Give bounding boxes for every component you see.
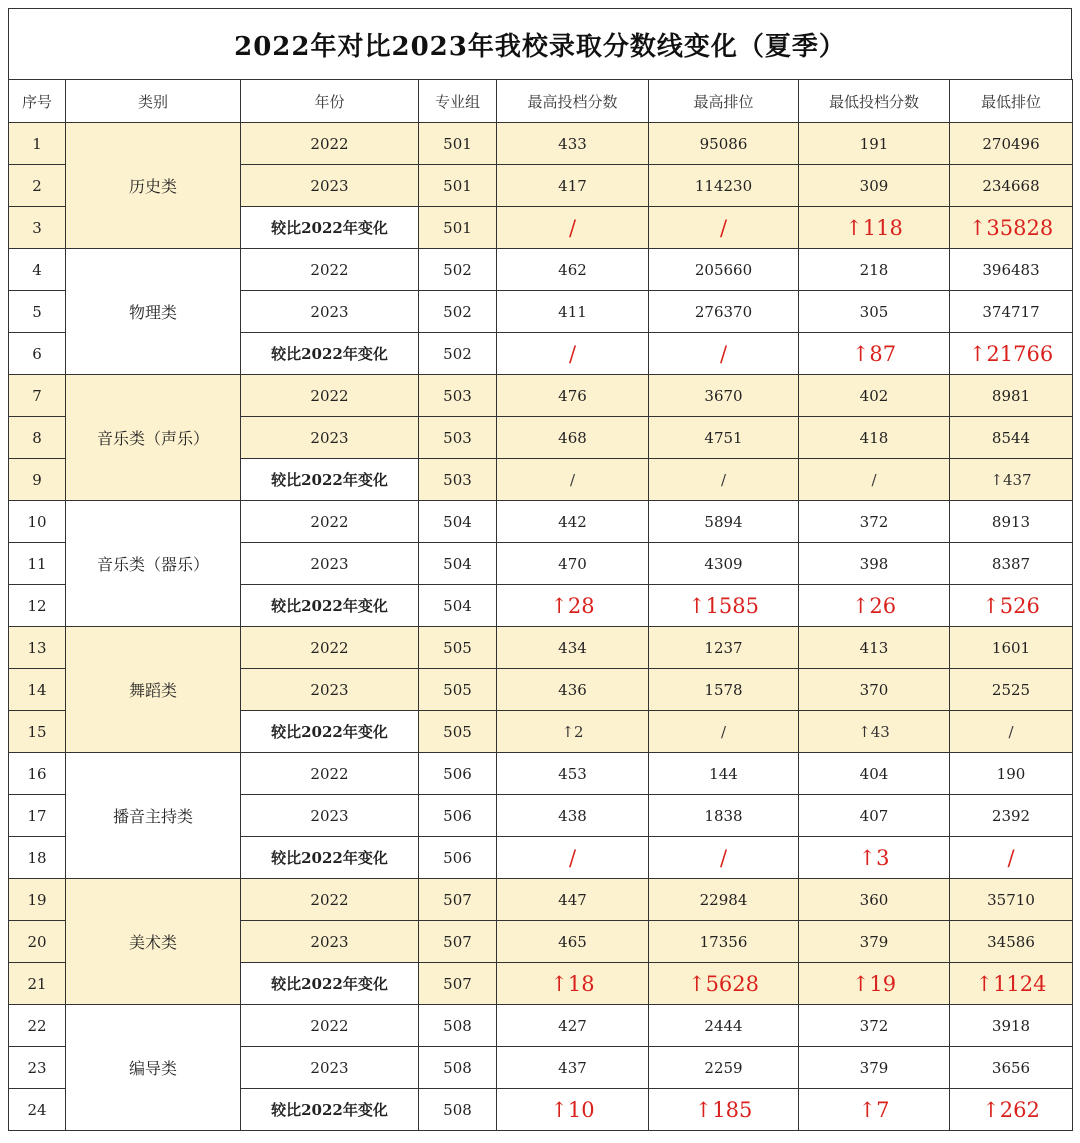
min-rank-cell: ↑526 xyxy=(950,585,1073,627)
group-cell: 502 xyxy=(419,333,497,375)
max-score-cell: 453 xyxy=(497,753,649,795)
max-score-cell: / xyxy=(497,207,649,249)
year-cell: 2023 xyxy=(241,921,419,963)
row-number-cell: 1 xyxy=(9,123,66,165)
header-no: 序号 xyxy=(9,80,66,123)
min-score-cell: 407 xyxy=(799,795,950,837)
group-cell: 501 xyxy=(419,123,497,165)
category-cell: 历史类 xyxy=(66,123,241,249)
group-cell: 505 xyxy=(419,669,497,711)
table-row xyxy=(9,123,1073,165)
row-number-cell: 5 xyxy=(9,291,66,333)
group-cell: 504 xyxy=(419,543,497,585)
group-cell: 507 xyxy=(419,879,497,921)
max-rank-cell: 2259 xyxy=(649,1047,799,1089)
category-cell: 音乐类（器乐） xyxy=(66,501,241,627)
max-score-cell: / xyxy=(497,837,649,879)
table-row xyxy=(9,375,1073,417)
table-row xyxy=(9,753,1073,795)
header-year: 年份 xyxy=(241,80,419,123)
header-min-score: 最低投档分数 xyxy=(799,80,950,123)
page-title: 2022年对比2023年我校录取分数线变化（夏季） xyxy=(8,8,1072,79)
max-rank-cell: 4751 xyxy=(649,417,799,459)
row-number-cell: 15 xyxy=(9,711,66,753)
max-score-cell: 462 xyxy=(497,249,649,291)
min-rank-cell: 8913 xyxy=(950,501,1073,543)
row-number-cell: 13 xyxy=(9,627,66,669)
category-cell: 舞蹈类 xyxy=(66,627,241,753)
year-cell: 2023 xyxy=(241,1047,419,1089)
score-table xyxy=(8,79,1073,1131)
min-rank-cell: 3656 xyxy=(950,1047,1073,1089)
min-rank-cell: 2525 xyxy=(950,669,1073,711)
row-number-cell: 22 xyxy=(9,1005,66,1047)
row-number-cell: 20 xyxy=(9,921,66,963)
row-number-cell: 10 xyxy=(9,501,66,543)
min-rank-cell: 8387 xyxy=(950,543,1073,585)
row-number-cell: 17 xyxy=(9,795,66,837)
max-score-cell: 417 xyxy=(497,165,649,207)
min-rank-cell: 8981 xyxy=(950,375,1073,417)
category-cell: 播音主持类 xyxy=(66,753,241,879)
min-rank-cell: ↑21766 xyxy=(950,333,1073,375)
max-rank-cell: ↑1585 xyxy=(649,585,799,627)
min-rank-cell: ↑262 xyxy=(950,1089,1073,1131)
category-cell: 美术类 xyxy=(66,879,241,1005)
max-rank-cell: 1237 xyxy=(649,627,799,669)
max-rank-cell: 95086 xyxy=(649,123,799,165)
row-number-cell: 3 xyxy=(9,207,66,249)
year-cell: 2022 xyxy=(241,501,419,543)
min-rank-cell: 396483 xyxy=(950,249,1073,291)
min-rank-cell: 8544 xyxy=(950,417,1073,459)
max-score-cell: 427 xyxy=(497,1005,649,1047)
comparison-label-cell: 较比2022年变化 xyxy=(241,585,419,627)
comparison-label-cell: 较比2022年变化 xyxy=(241,963,419,1005)
max-score-cell: ↑18 xyxy=(497,963,649,1005)
min-score-cell: 413 xyxy=(799,627,950,669)
year-cell: 2022 xyxy=(241,123,419,165)
min-rank-cell: 2392 xyxy=(950,795,1073,837)
max-score-cell: / xyxy=(497,459,649,501)
header-group: 专业组 xyxy=(419,80,497,123)
min-score-cell: ↑43 xyxy=(799,711,950,753)
group-cell: 502 xyxy=(419,291,497,333)
max-rank-cell: 276370 xyxy=(649,291,799,333)
min-rank-cell: 374717 xyxy=(950,291,1073,333)
row-number-cell: 7 xyxy=(9,375,66,417)
max-rank-cell: 205660 xyxy=(649,249,799,291)
max-score-cell: ↑2 xyxy=(497,711,649,753)
category-cell: 音乐类（声乐） xyxy=(66,375,241,501)
table-body xyxy=(9,123,1073,1131)
row-number-cell: 6 xyxy=(9,333,66,375)
min-score-cell: 398 xyxy=(799,543,950,585)
max-rank-cell: ↑5628 xyxy=(649,963,799,1005)
group-cell: 501 xyxy=(419,207,497,249)
max-score-cell: 434 xyxy=(497,627,649,669)
comparison-label-cell: 较比2022年变化 xyxy=(241,711,419,753)
year-cell: 2022 xyxy=(241,249,419,291)
max-rank-cell: 5894 xyxy=(649,501,799,543)
max-score-cell: 433 xyxy=(497,123,649,165)
year-cell: 2023 xyxy=(241,795,419,837)
header-max-rank: 最高排位 xyxy=(649,80,799,123)
header-category: 类别 xyxy=(66,80,241,123)
min-score-cell: 305 xyxy=(799,291,950,333)
group-cell: 504 xyxy=(419,585,497,627)
row-number-cell: 21 xyxy=(9,963,66,1005)
max-score-cell: 438 xyxy=(497,795,649,837)
min-score-cell: 191 xyxy=(799,123,950,165)
group-cell: 502 xyxy=(419,249,497,291)
comparison-label-cell: 较比2022年变化 xyxy=(241,1089,419,1131)
max-score-cell: ↑28 xyxy=(497,585,649,627)
year-cell: 2022 xyxy=(241,375,419,417)
max-score-cell: 468 xyxy=(497,417,649,459)
table-header-row xyxy=(9,80,1073,123)
min-rank-cell: 270496 xyxy=(950,123,1073,165)
year-cell: 2023 xyxy=(241,165,419,207)
year-cell: 2023 xyxy=(241,543,419,585)
group-cell: 506 xyxy=(419,795,497,837)
max-score-cell: 442 xyxy=(497,501,649,543)
max-rank-cell: 4309 xyxy=(649,543,799,585)
min-rank-cell: ↑1124 xyxy=(950,963,1073,1005)
max-score-cell: / xyxy=(497,333,649,375)
max-rank-cell: ↑185 xyxy=(649,1089,799,1131)
min-score-cell: / xyxy=(799,459,950,501)
group-cell: 508 xyxy=(419,1005,497,1047)
min-score-cell: 379 xyxy=(799,921,950,963)
row-number-cell: 11 xyxy=(9,543,66,585)
table-row xyxy=(9,249,1073,291)
group-cell: 506 xyxy=(419,753,497,795)
row-number-cell: 2 xyxy=(9,165,66,207)
max-rank-cell: 22984 xyxy=(649,879,799,921)
comparison-label-cell: 较比2022年变化 xyxy=(241,837,419,879)
year-cell: 2022 xyxy=(241,627,419,669)
max-rank-cell: 1578 xyxy=(649,669,799,711)
min-score-cell: 404 xyxy=(799,753,950,795)
year-cell: 2022 xyxy=(241,1005,419,1047)
max-rank-cell: 1838 xyxy=(649,795,799,837)
row-number-cell: 24 xyxy=(9,1089,66,1131)
group-cell: 506 xyxy=(419,837,497,879)
max-score-cell: 437 xyxy=(497,1047,649,1089)
min-score-cell: 309 xyxy=(799,165,950,207)
year-cell: 2023 xyxy=(241,417,419,459)
header-min-rank: 最低排位 xyxy=(950,80,1073,123)
max-rank-cell: / xyxy=(649,837,799,879)
max-rank-cell: 114230 xyxy=(649,165,799,207)
max-score-cell: 411 xyxy=(497,291,649,333)
min-score-cell: 379 xyxy=(799,1047,950,1089)
min-score-cell: 418 xyxy=(799,417,950,459)
group-cell: 508 xyxy=(419,1047,497,1089)
max-score-cell: ↑10 xyxy=(497,1089,649,1131)
row-number-cell: 14 xyxy=(9,669,66,711)
group-cell: 504 xyxy=(419,501,497,543)
max-score-cell: 447 xyxy=(497,879,649,921)
max-rank-cell: / xyxy=(649,711,799,753)
row-number-cell: 12 xyxy=(9,585,66,627)
table-row xyxy=(9,879,1073,921)
row-number-cell: 18 xyxy=(9,837,66,879)
min-score-cell: ↑19 xyxy=(799,963,950,1005)
row-number-cell: 4 xyxy=(9,249,66,291)
year-cell: 2022 xyxy=(241,879,419,921)
min-rank-cell: / xyxy=(950,711,1073,753)
min-score-cell: 372 xyxy=(799,1005,950,1047)
max-score-cell: 436 xyxy=(497,669,649,711)
category-cell: 编导类 xyxy=(66,1005,241,1131)
max-rank-cell: 2444 xyxy=(649,1005,799,1047)
max-rank-cell: 3670 xyxy=(649,375,799,417)
table-row xyxy=(9,1005,1073,1047)
max-rank-cell: / xyxy=(649,207,799,249)
group-cell: 503 xyxy=(419,459,497,501)
row-number-cell: 23 xyxy=(9,1047,66,1089)
max-score-cell: 465 xyxy=(497,921,649,963)
group-cell: 501 xyxy=(419,165,497,207)
group-cell: 507 xyxy=(419,963,497,1005)
category-cell: 物理类 xyxy=(66,249,241,375)
header-max-score: 最高投档分数 xyxy=(497,80,649,123)
min-rank-cell: 35710 xyxy=(950,879,1073,921)
min-score-cell: 402 xyxy=(799,375,950,417)
row-number-cell: 19 xyxy=(9,879,66,921)
year-cell: 2023 xyxy=(241,291,419,333)
max-score-cell: 470 xyxy=(497,543,649,585)
min-rank-cell: 34586 xyxy=(950,921,1073,963)
year-cell: 2023 xyxy=(241,669,419,711)
group-cell: 503 xyxy=(419,375,497,417)
min-rank-cell: ↑437 xyxy=(950,459,1073,501)
min-rank-cell: 1601 xyxy=(950,627,1073,669)
group-cell: 507 xyxy=(419,921,497,963)
row-number-cell: 16 xyxy=(9,753,66,795)
group-cell: 508 xyxy=(419,1089,497,1131)
table-row xyxy=(9,501,1073,543)
score-table-document xyxy=(8,8,1072,1131)
year-cell: 2022 xyxy=(241,753,419,795)
min-rank-cell: 234668 xyxy=(950,165,1073,207)
max-rank-cell: 17356 xyxy=(649,921,799,963)
min-score-cell: 218 xyxy=(799,249,950,291)
row-number-cell: 9 xyxy=(9,459,66,501)
min-rank-cell: ↑35828 xyxy=(950,207,1073,249)
min-score-cell: 370 xyxy=(799,669,950,711)
row-number-cell: 8 xyxy=(9,417,66,459)
comparison-label-cell: 较比2022年变化 xyxy=(241,207,419,249)
min-score-cell: ↑87 xyxy=(799,333,950,375)
min-score-cell: 372 xyxy=(799,501,950,543)
min-score-cell: 360 xyxy=(799,879,950,921)
max-rank-cell: / xyxy=(649,333,799,375)
group-cell: 505 xyxy=(419,711,497,753)
max-rank-cell: / xyxy=(649,459,799,501)
min-rank-cell: / xyxy=(950,837,1073,879)
min-score-cell: ↑26 xyxy=(799,585,950,627)
max-rank-cell: 144 xyxy=(649,753,799,795)
max-score-cell: 476 xyxy=(497,375,649,417)
min-score-cell: ↑7 xyxy=(799,1089,950,1131)
comparison-label-cell: 较比2022年变化 xyxy=(241,459,419,501)
comparison-label-cell: 较比2022年变化 xyxy=(241,333,419,375)
min-rank-cell: 3918 xyxy=(950,1005,1073,1047)
min-score-cell: ↑3 xyxy=(799,837,950,879)
table-row xyxy=(9,627,1073,669)
min-rank-cell: 190 xyxy=(950,753,1073,795)
group-cell: 503 xyxy=(419,417,497,459)
min-score-cell: ↑118 xyxy=(799,207,950,249)
group-cell: 505 xyxy=(419,627,497,669)
